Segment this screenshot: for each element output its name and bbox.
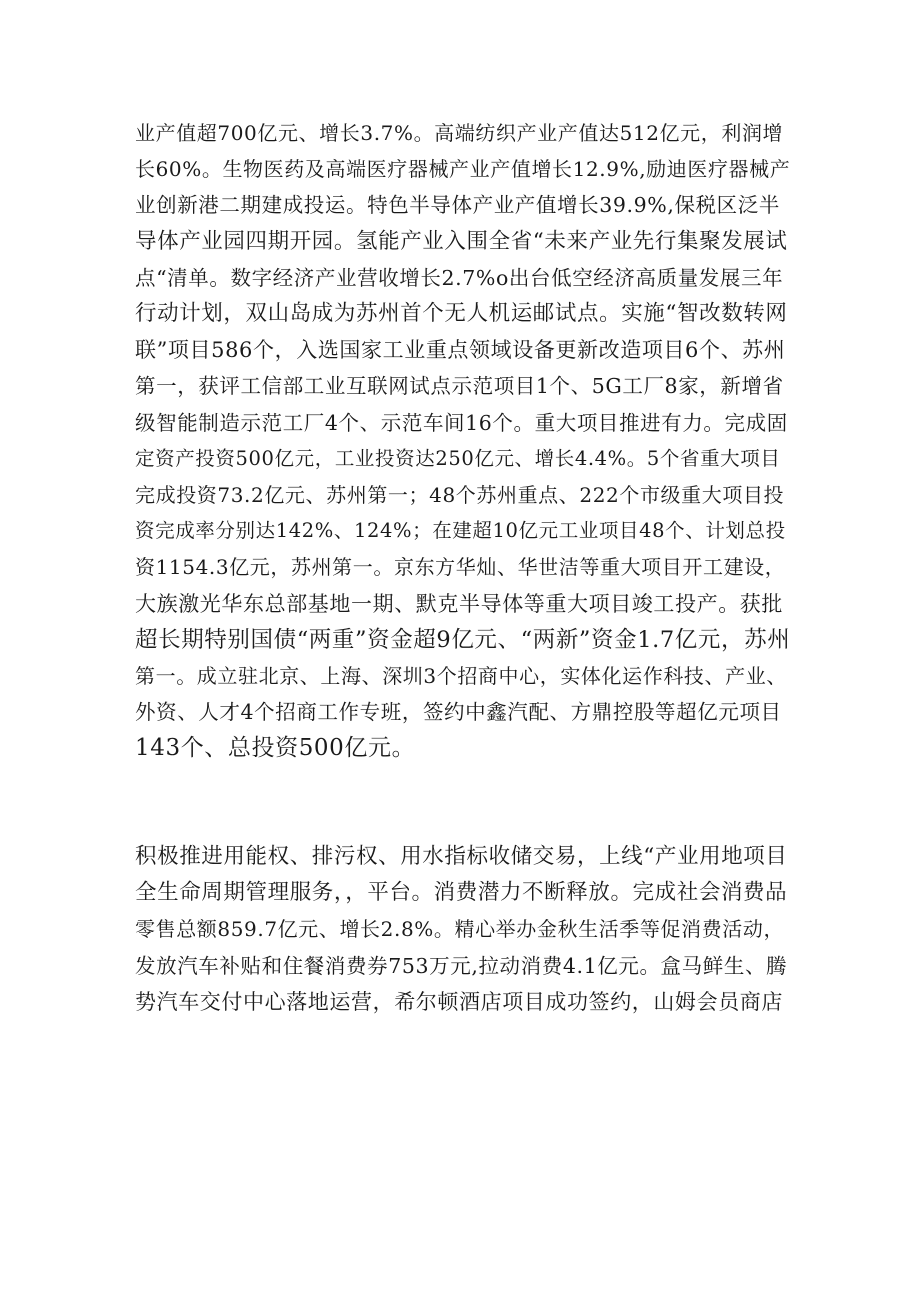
text-line: 长60%。生物医药及高端医疗器械产业产值增长12.9%,励迪医疗器械产 (135, 157, 791, 182)
text-line: 完成投资73.2亿元、苏州第一；48个苏州重点、222个市级重大项目投 (135, 483, 785, 508)
text-line: 行动计划，双山岛成为苏州首个无人机运邮试点。实施“智改数转网 (135, 301, 788, 327)
text-line: 全生命周期管理服务，，平台。消费潜力不断释放。完成社会消费品 (135, 880, 788, 906)
text-line: 积极推进用能权、排污权、用水指标收储交易，上线“产业用地项目 (135, 844, 788, 869)
text-line: 业创新港二期建成投运。特色半导体产业产值增长39.9%,保税区泛半 (135, 193, 780, 218)
text-line: 超长期特别国债“两重”资金超9亿元、“两新”资金1.7亿元，苏州 (135, 626, 791, 653)
text-line: 级智能制造示范工厂4个、示范车间16个。重大项目推进有力。完成固 (135, 410, 788, 435)
text-line: 联”项目586个，入选国家工业重点领域设备更新改造项目6个、苏州 (135, 338, 786, 363)
text-line: 资完成率分别达142%、124%；在建超10亿元工业项目48个、计划总投 (135, 519, 786, 543)
paragraph-industry-investment (135, 115, 790, 767)
text-line: 发放汽车补贴和住餐消费券753万元,拉动消费4.1亿元。盒马鲜生、腾 (135, 953, 788, 978)
text-line: 点“清单。数字经济产业营收增长2.7%o出台低空经济高质量发展三年 (135, 265, 784, 290)
text-line: 导体产业园四期开园。氢能产业入围全省“未来产业先行集聚发展试 (135, 228, 788, 254)
paragraph-consumption (135, 839, 790, 1020)
text-line: 第一。成立驻北京、上海、深圳3个招商中心，实体化运作科技、产业、 (135, 664, 787, 689)
text-line: 大族激光华东总部基地一期、默克半导体等重大项目竣工投产。获批 (135, 591, 783, 616)
text-line: 势汽车交付中心落地运营，希尔顿酒店项目成功签约，山姆会员商店 (135, 989, 783, 1014)
text-line: 零售总额859.7亿元、增长2.8%。精心举办金秋生活季等促消费活动， (135, 917, 785, 942)
text-line: 业产值超700亿元、增长3.7%。高端纺织产业产值达512亿元，利润增 (135, 121, 784, 145)
text-line: 143个、总投资500亿元。 (135, 735, 416, 762)
text-line: 定资产投资500亿元，工业投资达250亿元、增长4.4%。5个省重大项目 (135, 446, 781, 470)
text-line: 外资、人才4个招商工作专班，签约中鑫汽配、方鼎控股等超亿元项目 (135, 700, 782, 725)
text-line: 资1154.3亿元，苏州第一。京东方华灿、华世洁等重大项目开工建设， (135, 555, 786, 580)
text-line: 第一，获评工信部工业互联网试点示范项目1个、5G工厂8家，新增省 (135, 374, 784, 399)
